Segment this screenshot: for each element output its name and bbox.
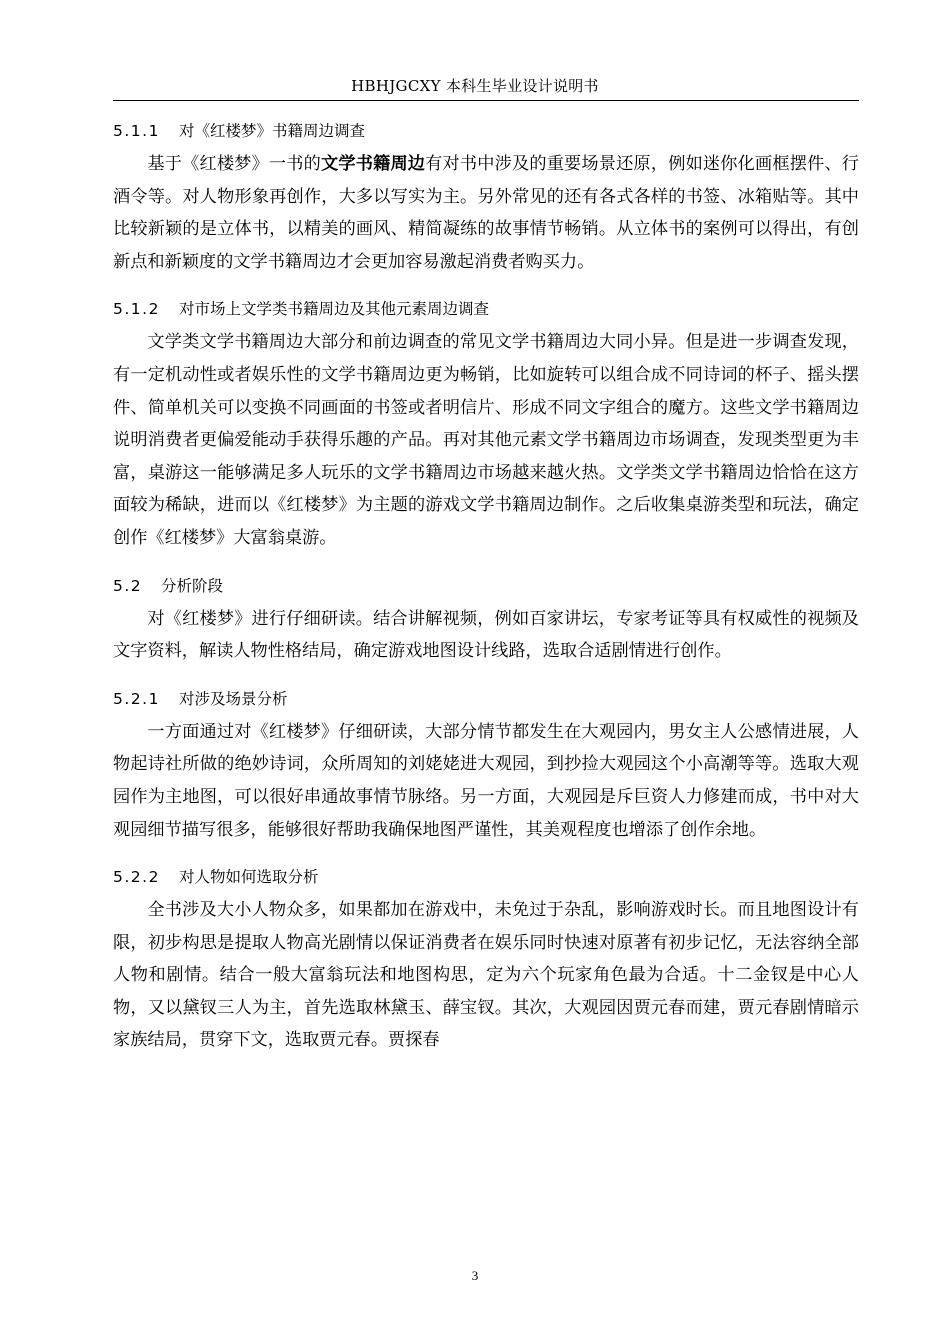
section-number: 5.1.2 xyxy=(113,300,160,319)
paragraph-5-1-1 xyxy=(113,148,859,278)
document-body xyxy=(113,114,859,1071)
section-heading-5-2 xyxy=(113,569,859,603)
section-number: 5.2.1 xyxy=(113,689,160,708)
paragraph-text: 有对书中涉及的重要场景还原，例如迷你化画框摆件、行酒令等。对人物形象再创作，大多以写实为主。另外常见的还有各式各样的书签、冰箱贴等。其中比较新颖的是立体书，以精美的画风、精简凝练的故事情节畅销。从立体书的案例可以得出，有创新点和新颖度的文学书籍周边才会更加容易激起消费者购买力。 xyxy=(113,154,859,272)
paragraph-emphasis: 文学书籍周边 xyxy=(321,154,426,174)
section-number: 5.2.2 xyxy=(113,868,160,887)
paragraph-5-1-2: 文学类文学书籍周边大部分和前边调查的常见文学书籍周边大同小异。但是进一步调查发现，有一定机动性或者娱乐性的文学书籍周边更为畅销，比如旋转可以组合成不同诗词的杯子、摇头摆件、简单机关可以变换不同画面的书签或者明信片、形成不同文字组合的魔方。这些文学书籍周边说明消费者更偏爱能动手获得乐趣的产品。再对其他元素文学书籍周边市场调查，发现类型更为丰富，桌游这一能够满足多人玩乐的文学书籍周边市场越来越火热。文学类文学书籍周边恰恰在这方面较为稀缺，进而以《红楼梦》为主题的游戏文学书籍周边制作。之后收集桌游类型和玩法，确定创作《红楼梦》大富翁桌游。 xyxy=(113,332,859,548)
section-number: 5.2 xyxy=(113,576,143,595)
section-title: 对市场上文学类书籍周边及其他元素周边调查 xyxy=(179,300,490,319)
page-header-title: HBHJGCXY 本科生毕业设计说明书 xyxy=(351,77,599,95)
header-rule xyxy=(113,100,859,101)
paragraph-text: 基于《红楼梦》一书的 xyxy=(147,154,321,174)
page-number: 3 xyxy=(471,1268,479,1283)
section-title: 分析阶段 xyxy=(161,576,224,595)
section-heading-5-2-2 xyxy=(113,860,859,894)
paragraph-5-2-1: 一方面通过对《红楼梦》仔细研读，大部分情节都发生在大观园内，男女主人公感情进展，人物起诗社所做的绝妙诗词，众所周知的刘姥姥进大观园，到抄捡大观园这个小高潮等等。选取大观园作为主地图，可以很好串通故事情节脉络。另一方面，大观园是斥巨资人力修建而成，书中对大观园细节描写很多，能够很好帮助我确保地图严谨性，其美观程度也增添了创作余地。 xyxy=(113,721,859,840)
section-heading-5-2-1 xyxy=(113,682,859,716)
section-heading-5-1-1 xyxy=(113,114,859,148)
section-title: 对涉及场景分析 xyxy=(179,689,288,708)
section-title: 对《红楼梦》书籍周边调查 xyxy=(179,122,366,140)
paragraph-5-2: 对《红楼梦》进行仔细研读。结合讲解视频，例如百家讲坛，专家考证等具有权威性的视频及文字资料，解读人物性格结局，确定游戏地图设计线路，选取合适剧情进行创作。 xyxy=(113,608,859,662)
paragraph-5-2-2: 全书涉及大小人物众多，如果都加在游戏中，未免过于杂乱，影响游戏时长。而且地图设计有限，初步构思是提取人物高光剧情以保证消费者在娱乐同时快速对原著有初步记忆，无法容纳全部人物和剧情。结合一般大富翁玩法和地图构思，定为六个玩家角色最为合适。十二金钗是中心人物，又以黛钗三人为主，首先选取林黛玉、薛宝钗。其次，大观园因贾元春而建，贾元春剧情暗示家族结局，贯穿下文，选取贾元春。贾探春 xyxy=(113,900,859,1051)
section-heading-5-1-2 xyxy=(113,292,859,326)
section-number: 5.1.1 xyxy=(113,122,160,140)
section-title: 对人物如何选取分析 xyxy=(179,868,319,887)
